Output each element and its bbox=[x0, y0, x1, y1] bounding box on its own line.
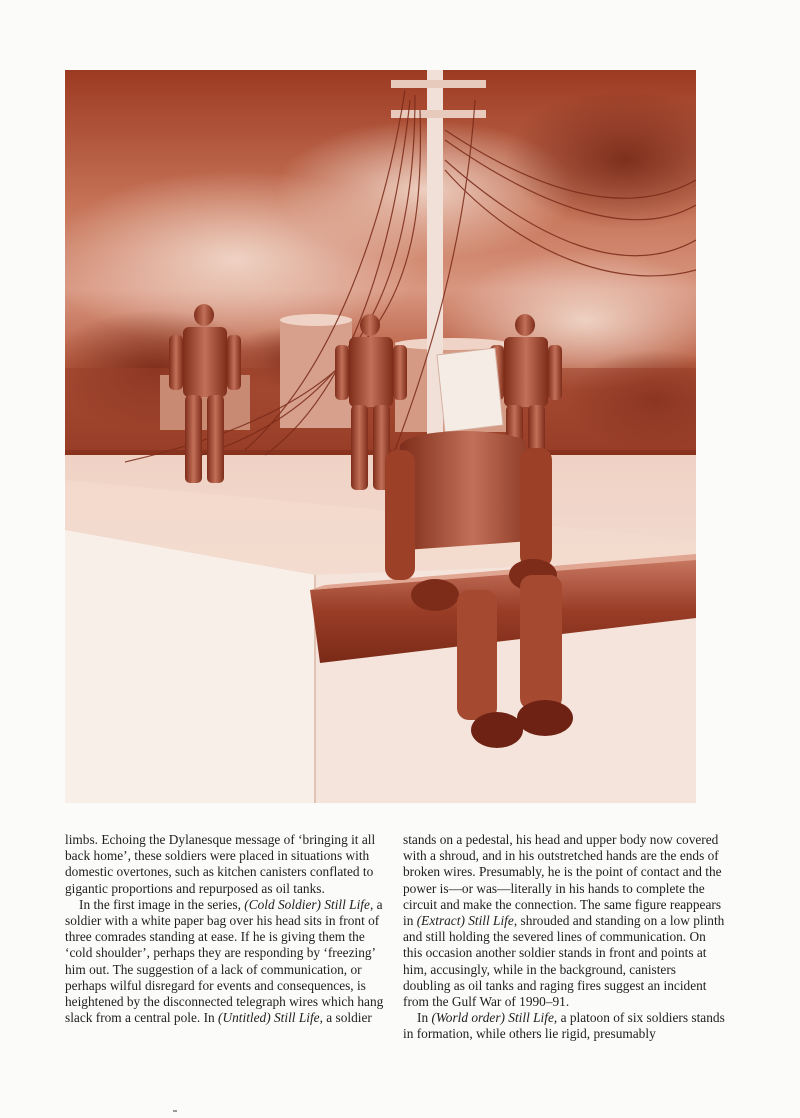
artwork-title: (Cold Soldier) Still Life bbox=[244, 896, 370, 912]
paragraph bbox=[65, 832, 387, 897]
paragraph-text: , a platoon of six soldiers stands in formation, while others lie rigid, presumably bbox=[403, 1010, 725, 1042]
right-text-column bbox=[403, 832, 725, 1043]
artwork-title: (Untitled) Still Life bbox=[218, 1010, 320, 1026]
paragraph-text: stands on a pedestal, his head and upper body now covered with a shroud, and in his outstretched hands are the ends of broken wires. Presumably, he is the point of contact and the power is—or was—literally in his hands to complete the circuit and make the connection. The same figure reappears in bbox=[403, 832, 722, 929]
paragraph-text: In bbox=[417, 1010, 432, 1026]
artwork-title: (Extract) Still Life bbox=[416, 913, 514, 929]
paragraph bbox=[403, 1010, 725, 1042]
left-text-column bbox=[65, 832, 387, 1026]
painting-plate bbox=[65, 70, 696, 803]
paragraph-text: , a soldier bbox=[319, 1010, 372, 1026]
toy-soldier-painting-icon bbox=[65, 70, 696, 803]
paragraph-text: limbs. Echoing the Dylanesque message of ‘bringing it all back home’, these soldiers were placed in situations with domestic overtones, such as kitchen canisters conflated to gigantic proportions and repurposed as oil tanks. bbox=[65, 832, 376, 896]
paragraph bbox=[403, 832, 725, 1010]
artwork-title: (World order) Still Life bbox=[431, 1010, 554, 1026]
paragraph-text: In the first image in the series, bbox=[79, 896, 245, 912]
paragraph-text: , shrouded and standing on a low plinth and still holding the severed lines of communication. On this occasion another soldier stands in front and points at him, accusingly, while in the background, canisters doubling as oil tanks and raging fires suggest an incident from the Gulf War of 1990–91. bbox=[403, 913, 725, 1010]
paragraph bbox=[65, 897, 387, 1027]
paragraph-text: , a soldier with a white paper bag over his head sits in front of three comrades standing at ease. If he is giving them the ‘cold shoulder’, perhaps they are responding by ‘freezing’ him out. The suggestion of a lack of communication, or perhaps wilful disregard for events and consequences, is heightened by the disconnected telegraph wires which hang slack from a central pole. In bbox=[65, 896, 384, 1026]
scan-mark bbox=[173, 1110, 177, 1112]
